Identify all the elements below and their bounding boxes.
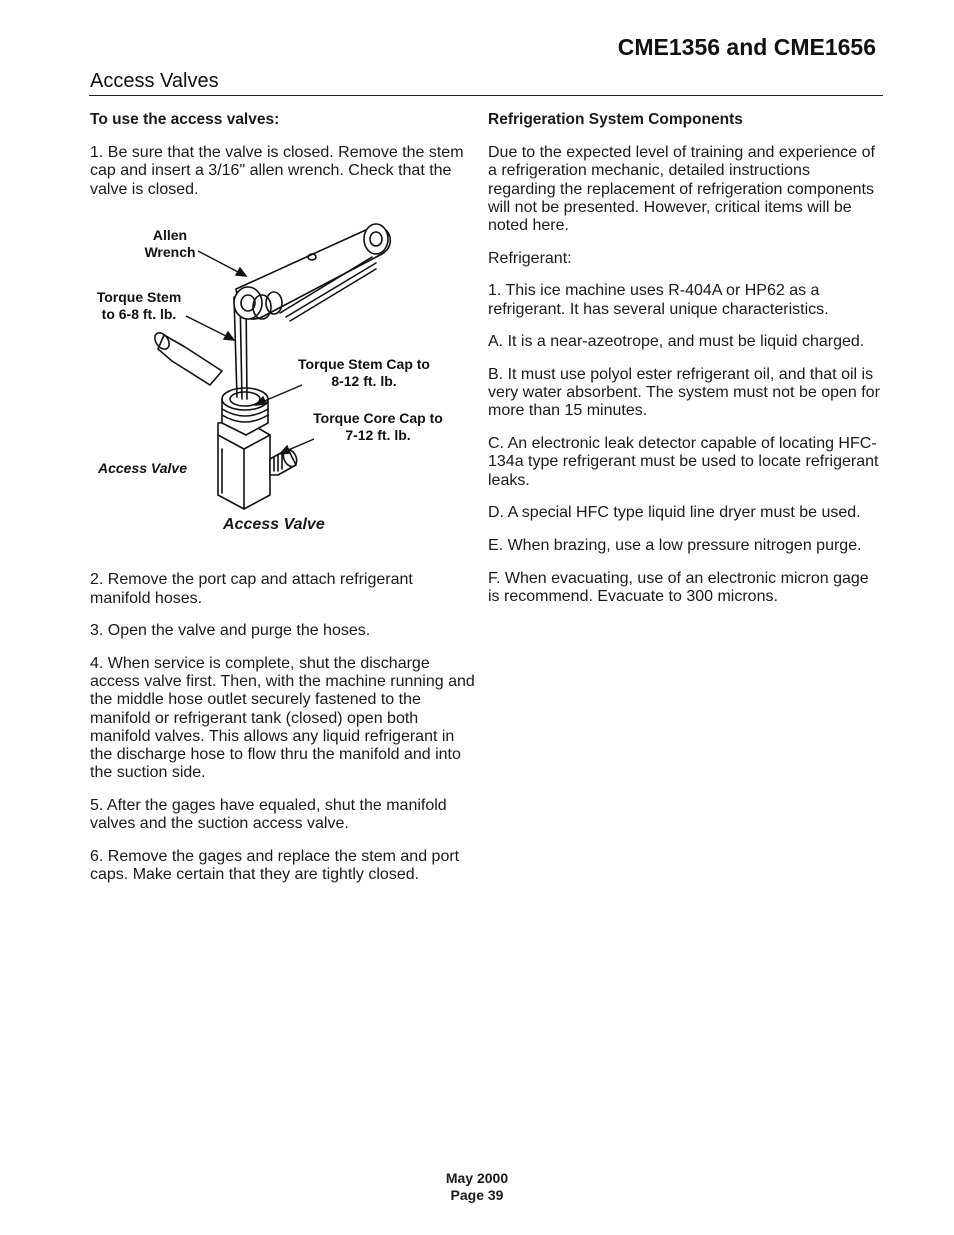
step-4: 4. When service is complete, shut the discharge access valve first. Then, with the machine running and the middle hose outlet securely fastened to the manifold or refrigerant tank (closed) open both manifold valves. This allows any liquid refrigerant in the discharge hose to flow thru the manifold and into the suction side.: [90, 654, 475, 782]
section-title: Access Valves: [90, 70, 219, 92]
figure-caption: Access Valve: [223, 516, 325, 534]
refrigerant-item-e: E. When brazing, use a low pressure nitrogen purge.: [488, 536, 862, 554]
refrigerant-item-b: B. It must use polyol ester refrigerant oil, and that oil is very water absorbent. The system must not be open for more than 15 minutes.: [488, 366, 880, 420]
label-allen-wrench: Allen Wrench: [144, 227, 196, 261]
intro-paragraph: Due to the expected level of training and experience of a refrigeration mechanic, detailed instructions regarding the replacement of refrigeration components will not be presented. However, critical items will be noted here.: [488, 144, 875, 235]
page-footer: [0, 1170, 954, 1204]
header-rule: [89, 95, 883, 96]
refrigerant-item-d: D. A special HFC type liquid line dryer must be used.: [488, 504, 861, 522]
step-5: 5. After the gages have equaled, shut the manifold valves and the suction access valve.: [90, 796, 447, 833]
refrigerant-item-f: F. When evacuating, use of an electronic micron gage is recommend. Evacuate to 300 microns.: [488, 569, 869, 605]
footer-page-number: Page 39: [450, 1187, 504, 1203]
document-title: CME1356 and CME1656: [617, 34, 876, 60]
step-3: 3. Open the valve and purge the hoses.: [90, 622, 371, 640]
refrigerant-item-1: 1. This ice machine uses R-404A or HP62 as a refrigerant. It has several unique characteristics.: [488, 282, 829, 318]
step-1: 1. Be sure that the valve is closed. Remove the stem cap and insert a 3/16" allen wrench. Check that the valve is closed.: [90, 144, 464, 198]
right-column: [488, 111, 880, 621]
label-torque-core-cap: Torque Core Cap to 7-12 ft. lb.: [313, 410, 443, 444]
procedure-heading: To use the access valves:: [90, 111, 280, 128]
label-torque-stem-cap: Torque Stem Cap to 8-12 ft. lb.: [298, 356, 430, 390]
footer-date: May 2000: [445, 1170, 509, 1186]
refrigerant-item-a: A. It is a near-azeotrope, and must be liquid charged.: [488, 333, 865, 351]
label-access-valve: Access Valve: [98, 460, 187, 477]
label-torque-stem: Torque Stem to 6-8 ft. lb.: [96, 289, 182, 323]
left-column: [90, 111, 476, 899]
refrigerant-item-c: C. An electronic leak detector capable of locating HFC-134a type refrigerant must be used to locate refrigerant leaks.: [488, 435, 879, 489]
refrigerant-label: Refrigerant:: [488, 249, 572, 267]
components-heading: Refrigeration System Components: [488, 111, 743, 128]
step-2: 2. Remove the port cap and attach refrigerant manifold hoses.: [90, 571, 413, 607]
step-6: 6. Remove the gages and replace the stem and port caps. Make certain that they are tightly closed.: [90, 847, 460, 883]
access-valve-figure: [90, 213, 476, 558]
